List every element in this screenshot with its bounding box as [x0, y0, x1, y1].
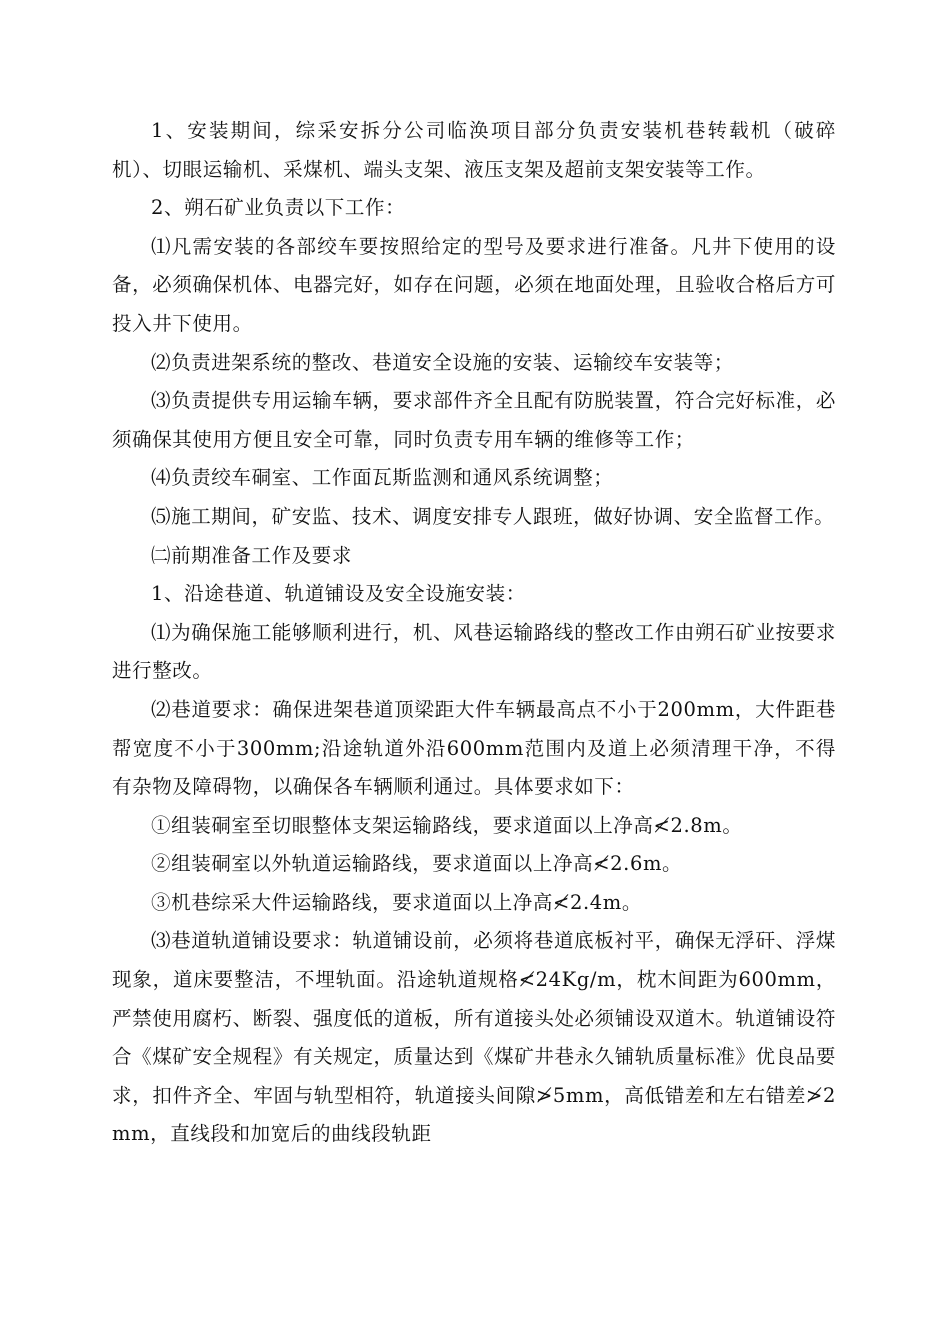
paragraph-roadway-requirements: ⑵巷道要求：确保进架巷道顶梁距大件车辆最高点不小于200mm，大件距巷帮宽度不小于300mm;沿途轨道外沿600mm范围内及道上必须清理干净，不得有杂物及障碍物，以确保各车辆顺利通过。具体要求如下： [112, 697, 836, 799]
paragraph-gas-monitoring: ⑷负责绞车硐室、工作面瓦斯监测和通风系统调整； [151, 466, 614, 490]
paragraph-installation-duty: 1、安装期间，综采安拆分公司临涣项目部分负责安装机巷转载机（破碎机）、切眼运输机、采煤机、端头支架、液压支架及超前支架安装等工作。 [112, 119, 836, 181]
section-heading-preparation: ㈡前期准备工作及要求 [151, 543, 353, 567]
paragraph-roadway-track-heading: 1、沿途巷道、轨道铺设及安全设施安装： [151, 582, 526, 606]
document-page [112, 112, 836, 1154]
paragraph-route-rectification: ⑴为确保施工能够顺利进行，机、风巷运输路线的整改工作由朔石矿业按要求进行整改。 [112, 620, 836, 683]
paragraph-track-laying: ⑶巷道轨道铺设要求：轨道铺设前，必须将巷道底板衬平，确保无浮矸、浮煤现象，道床要整洁，不埋轨面。沿途轨道规格≮24Kg/m，枕木间距为600mm，严禁使用腐朽、断裂、强度低的道板，所有道接头处必须铺设双道木。轨道铺设符合《煤矿安全规程》有关规定，质量达到《煤矿井巷永久铺轨质量标准》优良品要求，扣件齐全、牢固与轨型相符，轨道接头间隙≯5mm，高低错差和左右错差≯2mm，直线段和加宽后的曲线段轨距 [112, 929, 836, 1146]
list-item-clearance-1: ①组装硐室至切眼整体支架运输路线，要求道面以上净高≮2.8m。 [151, 813, 743, 837]
paragraph-transport-vehicles: ⑶负责提供专用运输车辆，要求部件齐全且配有防脱装置，符合完好标准，必须确保其使用方便且安全可靠，同时负责专用车辆的维修等工作； [112, 389, 836, 451]
list-item-clearance-2: ②组装硐室以外轨道运输路线，要求道面以上净高≮2.6m。 [151, 852, 683, 876]
paragraph-supervision: ⑸施工期间，矿安监、技术、调度安排专人跟班，做好协调、安全监督工作。 [151, 504, 835, 528]
paragraph-system-rectification: ⑵负责进架系统的整改、巷道安全设施的安装、运输绞车安装等； [151, 350, 734, 374]
paragraph-mine-duty-heading: 2、朔石矿业负责以下工作： [151, 196, 406, 220]
paragraph-winch-preparation: ⑴凡需安装的各部绞车要按照给定的型号及要求进行准备。凡井下使用的设备，必须确保机体、电器完好，如存在问题，必须在地面处理，且验收合格后方可投入井下使用。 [112, 234, 836, 335]
list-item-clearance-3: ③机巷综采大件运输路线，要求道面以上净高≮2.4m。 [151, 890, 642, 914]
